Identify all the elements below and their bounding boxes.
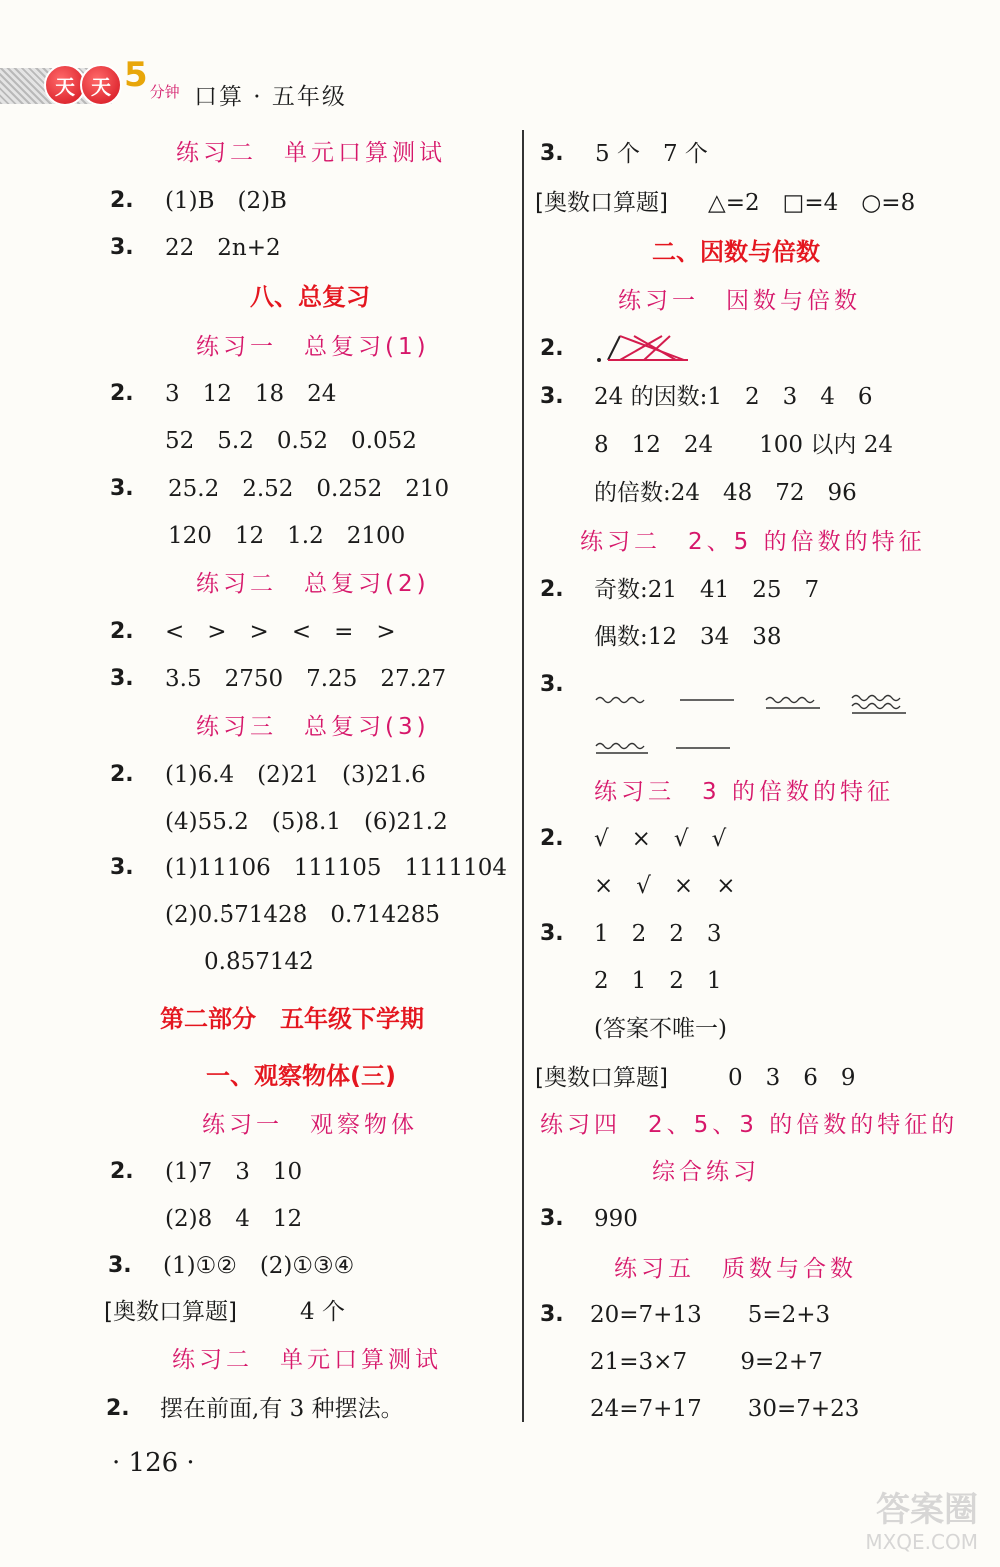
question-number: 2. bbox=[110, 619, 134, 644]
logo-sub: 分钟 bbox=[149, 82, 180, 101]
question-number: 2. bbox=[110, 188, 134, 213]
answer-text: 的倍数:24 48 72 96 bbox=[594, 480, 857, 506]
crossed-dots-drawing bbox=[594, 330, 694, 366]
answer-text: (1)11106 111105 1111104 bbox=[165, 855, 507, 881]
answer-text: 8 12 24 100 以内 24 bbox=[594, 432, 893, 458]
question-number: 2. bbox=[540, 577, 564, 602]
answer-text: 3.5 2750 7.25 27.27 bbox=[165, 666, 447, 692]
question-number: 3. bbox=[540, 921, 564, 946]
question-number: 3. bbox=[110, 666, 134, 691]
question-number: 3. bbox=[540, 1206, 564, 1231]
answer-text: 奇数:21 41 25 7 bbox=[594, 577, 820, 603]
question-number: 2. bbox=[540, 826, 564, 851]
page-header-title: 口算 · 五年级 bbox=[194, 84, 347, 110]
question-number: 3. bbox=[540, 141, 564, 166]
section-title: 练习三 总复习(3) bbox=[196, 714, 430, 740]
column-divider bbox=[522, 130, 524, 1422]
answer-text: 25.2 2.52 0.252 210 bbox=[168, 476, 450, 502]
question-number: 3. bbox=[110, 855, 134, 880]
brand-logo bbox=[44, 55, 180, 106]
answer-text: × √ × × bbox=[594, 873, 736, 899]
question-number: 2. bbox=[110, 381, 134, 406]
answer-text: (1)7 3 10 bbox=[165, 1159, 303, 1185]
answer-text: (2)0.5̇71428̇ 0.7̇14285̇ bbox=[165, 902, 441, 928]
question-number: 3. bbox=[110, 235, 134, 260]
part-heading: 第二部分 五年级下学期 bbox=[160, 1005, 424, 1033]
section-title: 练习一 因数与倍数 bbox=[618, 288, 861, 314]
watermark-logo: 答案圈 bbox=[876, 1490, 978, 1530]
answer-text: △=2 □=4 ○=8 bbox=[708, 190, 916, 216]
section-title: 练习二 总复习(2) bbox=[196, 571, 430, 597]
section-title: 练习一 总复习(1) bbox=[196, 334, 430, 360]
answer-text: 0.8̇57142̇ bbox=[204, 949, 314, 975]
page-number: · 126 · bbox=[112, 1448, 195, 1478]
answer-text: 4 个 bbox=[300, 1299, 345, 1325]
answer-text: 偶数:12 34 38 bbox=[594, 624, 782, 650]
answer-text: 120 12 1.2 2100 bbox=[168, 523, 406, 549]
answer-text: 24 的因数:1 2 3 4 6 bbox=[594, 384, 873, 410]
answer-note: (答案不唯一) bbox=[594, 1016, 727, 1042]
section-title: 练习二 单元口算测试 bbox=[172, 1347, 442, 1373]
question-number: 2. bbox=[110, 762, 134, 787]
section-title-cont: 综合练习 bbox=[652, 1159, 760, 1185]
answer-text: 5 个 7 个 bbox=[595, 141, 708, 167]
answer-text: 3 12 18 24 bbox=[165, 381, 337, 407]
watermark-url: MXQE.COM bbox=[865, 1530, 978, 1554]
answer-text: (1)B (2)B bbox=[165, 188, 287, 214]
question-number: 3. bbox=[540, 1302, 564, 1327]
question-number: 3. bbox=[540, 384, 564, 409]
answer-text: 22 2n+2 bbox=[165, 235, 281, 261]
question-number: 3. bbox=[110, 476, 134, 501]
question-number: 3. bbox=[540, 672, 564, 697]
chapter-heading: 二、因数与倍数 bbox=[652, 238, 820, 266]
answer-text: 1 2 2 3 bbox=[594, 921, 722, 947]
answer-text: 21=3×7 9=2+7 bbox=[590, 1349, 823, 1375]
answer-text: (1)①② (2)①③④ bbox=[163, 1253, 355, 1279]
answer-text: (4)55.2 (5)8.1 (6)21.2 bbox=[165, 809, 448, 835]
logo-char-2: 天 bbox=[80, 64, 122, 106]
question-number: 3. bbox=[108, 1253, 132, 1278]
answer-text: 990 bbox=[594, 1206, 638, 1232]
answer-text: 2 1 2 1 bbox=[594, 968, 722, 994]
section-title: 练习三 3 的倍数的特征 bbox=[594, 779, 894, 805]
answer-text: 52 5.2 0.52 0.052 bbox=[165, 428, 417, 454]
logo-char-1: 天 bbox=[44, 64, 86, 106]
answer-text: (2)8 4 12 bbox=[165, 1206, 303, 1232]
answer-text: 24=7+17 30=7+23 bbox=[590, 1396, 860, 1422]
answer-text: (1)6.4 (2)21 (3)21.6 bbox=[165, 762, 426, 788]
answer-text: 摆在前面,有 3 种摆法。 bbox=[160, 1396, 404, 1422]
question-number: 2. bbox=[106, 1396, 130, 1421]
logo-five: 5 bbox=[124, 55, 148, 95]
section-title: 练习五 质数与合数 bbox=[614, 1256, 857, 1282]
answer-text: 20=7+13 5=2+3 bbox=[590, 1302, 831, 1328]
section-title: 练习一 观察物体 bbox=[202, 1112, 418, 1138]
underline-marks-drawing bbox=[594, 688, 924, 758]
question-number: 2. bbox=[110, 1159, 134, 1184]
chapter-heading: 一、观察物体(三) bbox=[206, 1062, 396, 1090]
answer-text: √ × √ √ bbox=[594, 826, 727, 852]
olympiad-label: [奥数口算题] bbox=[104, 1299, 237, 1325]
chapter-heading: 八、总复习 bbox=[250, 283, 370, 311]
question-number: 2. bbox=[540, 336, 564, 361]
answer-text: < > > < = > bbox=[165, 619, 396, 645]
section-title: 练习二 单元口算测试 bbox=[176, 140, 446, 166]
olympiad-label: [奥数口算题] bbox=[535, 1065, 668, 1091]
section-title: 练习四 2、5、3 的倍数的特征的 bbox=[540, 1112, 959, 1138]
answer-text: 0 3 6 9 bbox=[728, 1065, 856, 1091]
section-title: 练习二 2、5 的倍数的特征 bbox=[580, 529, 926, 555]
olympiad-label: [奥数口算题] bbox=[535, 190, 668, 216]
